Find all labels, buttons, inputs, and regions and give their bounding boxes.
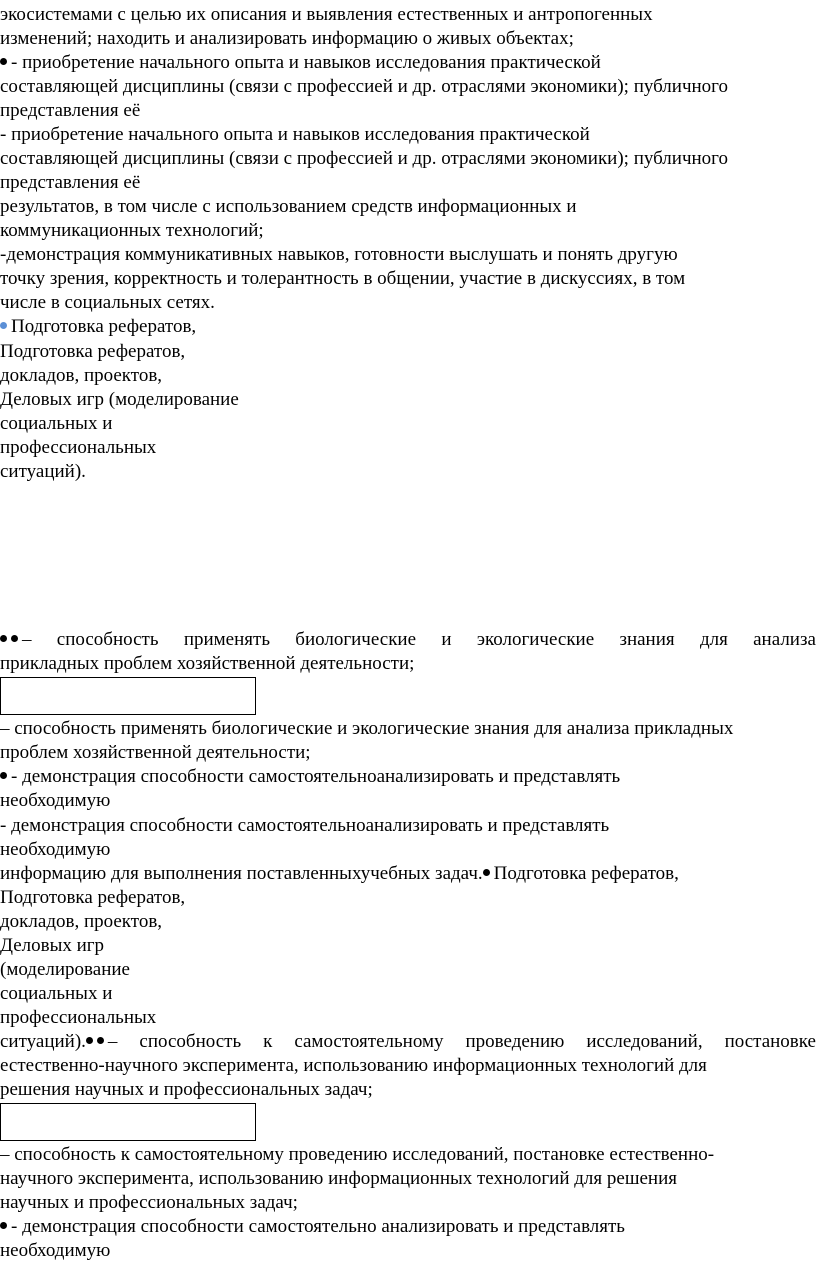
empty-frame xyxy=(0,1103,256,1141)
word: к xyxy=(263,1031,273,1052)
justified-line xyxy=(0,1030,816,1054)
text-line: (моделирование xyxy=(0,959,130,980)
text-line xyxy=(0,765,620,789)
text-line: необходимую xyxy=(0,790,111,811)
word: биологические xyxy=(295,629,417,650)
text-line: докладов, проектов, xyxy=(0,365,163,386)
word: исследований, xyxy=(586,1031,703,1052)
text-line: составляющей дисциплины (связи с профессией и др. отраслями экономики); публичного xyxy=(0,76,729,97)
text-line xyxy=(0,862,679,886)
text-line: точку зрения, корректность и толерантность в общении, участие в дискуссиях, в том xyxy=(0,268,686,289)
text-span: Подготовка рефератов, xyxy=(11,316,197,337)
word: самостоятельному xyxy=(294,1031,444,1052)
text-line: Деловых игр xyxy=(0,935,105,956)
text-line: научных и профессиональных задач; xyxy=(0,1192,298,1213)
text-line: – способность применять биологические и экологические знания для анализа прикладных xyxy=(0,718,734,739)
text-line: научного эксперимента, использованию информационных технологий для решения xyxy=(0,1168,677,1189)
text-line: - приобретение начального опыта и навыков исследования практической xyxy=(0,124,590,145)
text-line: представления её xyxy=(0,172,141,193)
bullet-group xyxy=(0,1030,117,1054)
text-line: докладов, проектов, xyxy=(0,911,163,932)
text-line: - демонстрация способности самостоятельноанализировать и представлять xyxy=(0,815,610,836)
empty-frame xyxy=(0,677,256,715)
word: экологические xyxy=(476,629,595,650)
text-line: Подготовка рефератов, xyxy=(0,341,186,362)
text-line: ситуаций). xyxy=(0,461,86,482)
text-line: – способность к самостоятельному проведению исследований, постановке естественно- xyxy=(0,1144,715,1165)
text-line: естественно-научного эксперимента, использованию информационных технологий для xyxy=(0,1055,707,1076)
text-line: необходимую xyxy=(0,1240,111,1261)
text-line: профессиональных xyxy=(0,437,157,458)
text-line: результатов, в том числе с использованием средств информационных и xyxy=(0,196,577,217)
text-line: составляющей дисциплины (связи с профессией и др. отраслями экономики); публичного xyxy=(0,148,729,169)
text-line: социальных и xyxy=(0,413,113,434)
text-line: изменений; находить и анализировать информацию о живых объектах; xyxy=(0,28,574,49)
text-line: коммуникационных технологий; xyxy=(0,220,264,241)
text-line xyxy=(0,315,196,339)
word: знания xyxy=(619,629,675,650)
word: проведению xyxy=(465,1031,565,1052)
text-line: экосистемами с целью их описания и выявления естественных и антропогенных xyxy=(0,4,653,25)
bullet-icon xyxy=(483,869,490,876)
text-line: решения научных и профессиональных задач; xyxy=(0,1079,373,1100)
text-line: социальных и xyxy=(0,983,113,1004)
word: и xyxy=(441,629,452,650)
bullet-group xyxy=(0,628,32,652)
bullet-icon xyxy=(0,635,7,642)
text-line xyxy=(0,1215,625,1239)
justified-line xyxy=(0,628,816,652)
text-line: -демонстрация коммуникативных навыков, готовности выслушать и понять другую xyxy=(0,244,678,265)
text-line: прикладных проблем хозяйственной деятельности; xyxy=(0,653,415,674)
bullet-icon xyxy=(0,1222,7,1229)
word: применять xyxy=(183,629,270,650)
bullet-icon xyxy=(11,635,18,642)
word: – xyxy=(107,1031,118,1052)
bullet-icon xyxy=(0,58,7,65)
word: для xyxy=(699,629,728,650)
bullet-icon xyxy=(0,322,7,329)
word: постановке xyxy=(724,1031,816,1052)
word: способность xyxy=(56,629,159,650)
text-line: необходимую xyxy=(0,839,111,860)
text-span: - демонстрация способности самостоятельно анализировать и представлять xyxy=(11,1216,625,1237)
text-line: профессиональных xyxy=(0,1007,157,1028)
word: анализа xyxy=(753,629,816,650)
text-span: ситуаций). xyxy=(0,1031,86,1052)
text-span: - приобретение начального опыта и навыков исследования практической xyxy=(11,52,601,73)
text-line: представления её xyxy=(0,100,141,121)
bullet-icon xyxy=(86,1037,93,1044)
text-line: Подготовка рефератов, xyxy=(0,887,186,908)
word: – xyxy=(22,629,32,650)
word: способность xyxy=(139,1031,242,1052)
text-line xyxy=(0,51,601,75)
bullet-icon xyxy=(0,772,7,779)
text-span: - демонстрация способности самостоятельноанализировать и представлять xyxy=(11,766,621,787)
text-span: информацию для выполнения поставленныхучебных задач. xyxy=(0,863,483,884)
text-span: Подготовка рефератов, xyxy=(493,863,679,884)
bullet-icon xyxy=(97,1037,104,1044)
text-line: проблем хозяйственной деятельности; xyxy=(0,742,311,763)
text-line: Деловых игр (моделирование xyxy=(0,389,239,410)
text-line: числе в социальных сетях. xyxy=(0,292,215,313)
